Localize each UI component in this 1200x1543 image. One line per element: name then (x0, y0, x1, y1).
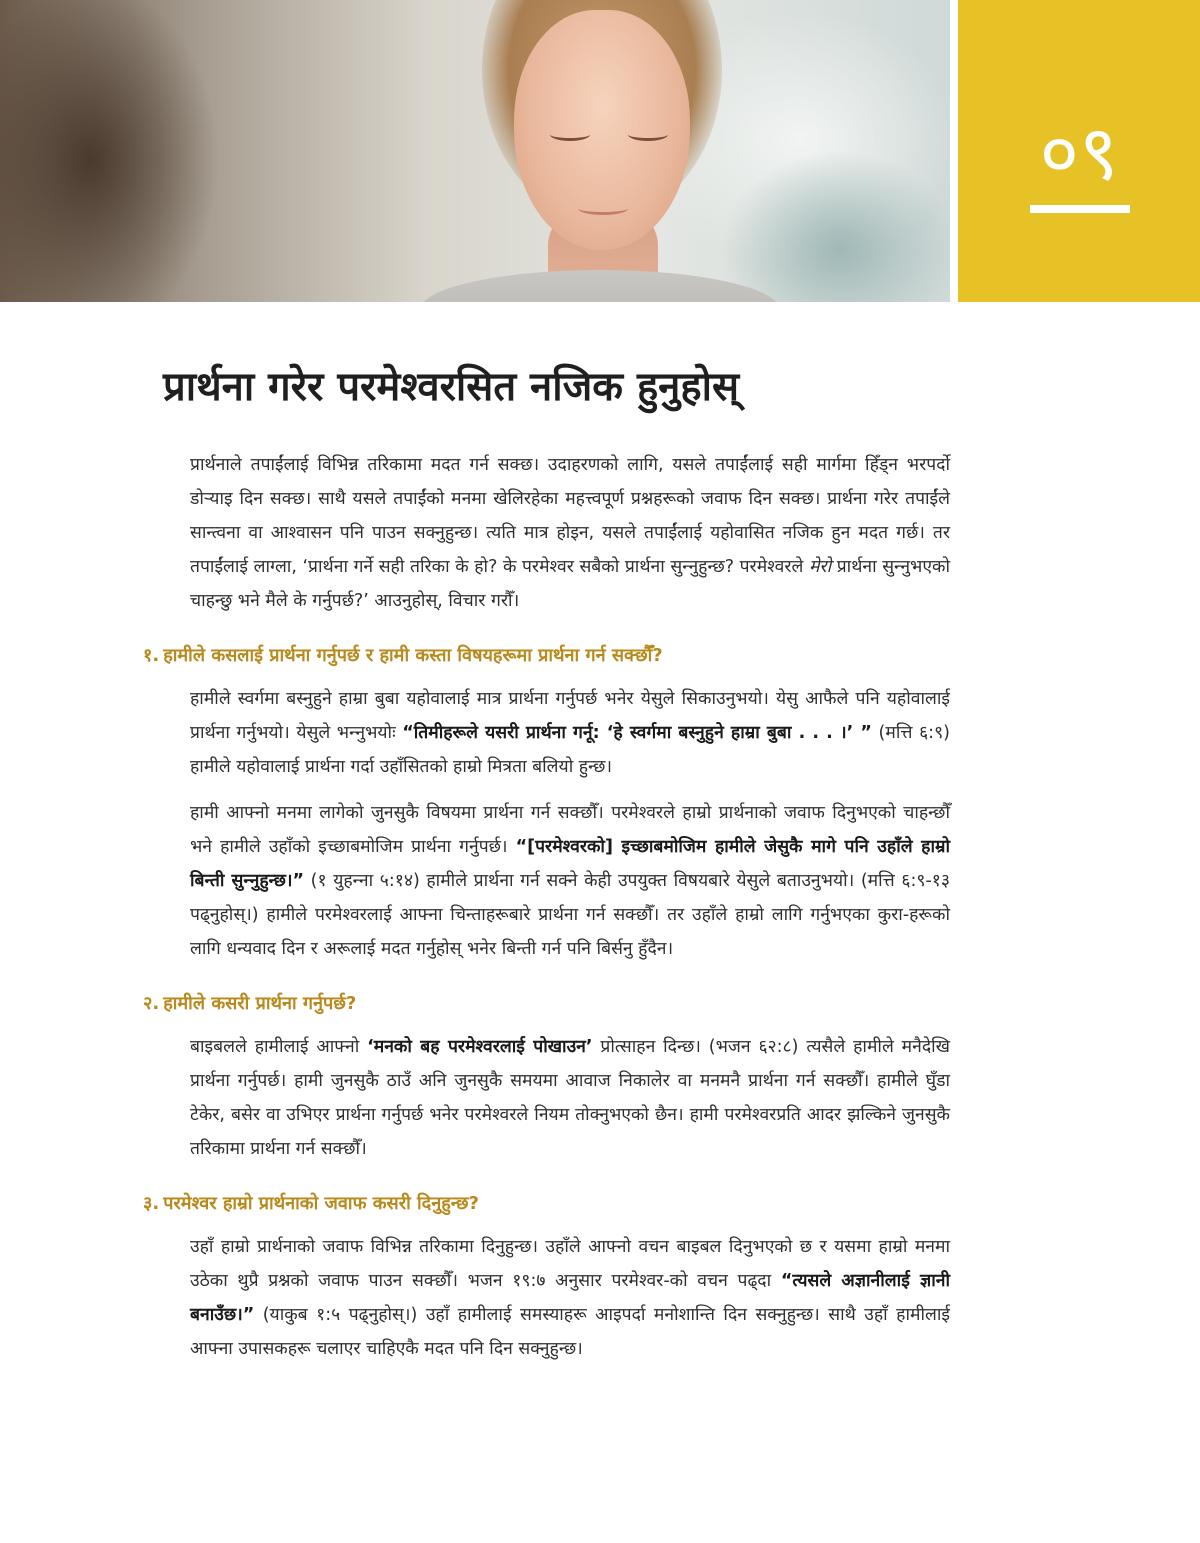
question-heading-1: १. हामीले कसलाई प्रार्थना गर्नुपर्छ र हामी कस्ता विषयहरूमा प्रार्थना गर्न सक्छौँ? (143, 645, 663, 666)
page-title: प्रार्थना गरेर परमेश्वरसित नजिक हुनुहोस् (163, 364, 740, 410)
section-1-paragraph-1: हामीले स्वर्गमा बस्नुहुने हाम्रा बुबा यहोवालाई मात्र प्रार्थना गर्नुपर्छ भनेर येसुले सिकाउनुभयो। येसु आफैले पनि यहोवालाई प्रार्थना गर्नुभयो। येसुले भन्‍नुभयोः “तिमीहरूले यसरी प्रार्थना गर्नू: ‘हे स्वर्गमा बस्नुहुने हाम्रा बुबा . . . ।’ ” (मत्ति ६:९) हामीले यहोवालाई प्रार्थना गर्दा उहाँसितको हाम्रो मित्रता बलियो हुन्छ। (190, 689, 951, 777)
section-1-paragraph-2: हामी आफ्नो मनमा लागेको जुनसुकै विषयमा प्रार्थना गर्न सक्छौँ। परमेश्वरले हाम्रो प्रार्थनाको जवाफ दिनुभएको चाहन्छौँ भने हामीले उहाँको इच्छाबमोजिम प्रार्थना गर्नुपर्छ। “[परमेश्वरको] इच्छाबमोजिम हामीले जेसुकै मागे पनि उहाँले हाम्रो बिन्ती सुन्‍नुहुन्छ।” (१ युहन्‍ना ५:१४) हामीले प्रार्थना गर्न सक्ने केही उपयुक्त विषयबारे येसुले बताउनुभयो। (मत्ति ६:९-१३ पढ्‌नुहोस्‌।) हामीले परमेश्वरलाई आफ्ना चिन्ताहरूबारे प्रार्थना गर्न सक्छौँ। तर उहाँले हाम्रो लागि गर्नुभएका कुरा-हरूको लागि धन्यवाद दिन र अरूलाई मदत गर्नुहोस् भनेर बिन्ती गर्न पनि बिर्सनु हुँदैन। (190, 803, 951, 959)
question-heading-2: २. हामीले कसरी प्रार्थना गर्नुपर्छ? (143, 993, 357, 1014)
section-3-paragraph-1: उहाँ हाम्रो प्रार्थनाको जवाफ विभिन्न तरिकामा दिनुहुन्छ। उहाँले आफ्नो वचन बाइबल दिनुभएको छ र यसमा हाम्रो मनमा उठेका थुप्रै प्रश्नको जवाफ पाउन सक्छौँ। भजन १९:७ अनुसार परमेश्वर-को वचन पढ्‌दा “त्यसले अज्ञानीलाई ज्ञानी बनाउँछ।” (याकुब १:५ पढ्‌नुहोस्‌।) उहाँ हामीलाई समस्याहरू आइपर्दा मनोशान्ति दिन सक्नुहुन्छ। साथै उहाँ हामीलाई आफ्ना उपासकहरू चलाएर चाहिएकै मदत पनि दिन सक्नुहुन्छ। (190, 1237, 950, 1359)
chapter-tab (958, 0, 1200, 302)
intro-paragraph: प्रार्थनाले तपाईंलाई विभिन्न तरिकामा मदत गर्न सक्छ। उदाहरणको लागि, यसले तपाईंलाई सही मार्गमा हिँड्‌न भरपर्दो डोऱ्याइ दिन सक्छ। साथै यसले तपाईंको मनमा खेलिरहेका महत्त्वपूर्ण प्रश्नहरूको जवाफ दिन सक्छ। प्रार्थना गरेर तपाईंले सान्त्वना वा आश्वासन पनि पाउन सक्नुहुन्छ। त्यति मात्र होइन, यसले तपाईंलाई यहोवासित नजिक हुन मदत गर्छ। तर तपाईंलाई लाग्ला, ‘प्रार्थना गर्ने सही तरिका के हो? के परमेश्वर सबैको प्रार्थना सुन्‍नुहुन्छ? परमेश्वरले मेरो प्रार्थना सुन्‍नुभएको चाहन्छु भने मैले के गर्नुपर्छ?’ आउनुहोस्, विचार गरौँ। (190, 455, 950, 611)
header-photo (0, 0, 950, 302)
section-2-paragraph-1: बाइबलले हामीलाई आफ्नो ‘मनको बह परमेश्वरलाई पोखाउन’ प्रोत्साहन दिन्छ। (भजन ६२:८) त्यसैले हामीले मनैदेखि प्रार्थना गर्नुपर्छ। हामी जुनसुकै ठाउँ अनि जुनसुकै समयमा आवाज निकालेर वा मनमनै प्रार्थना गर्न सक्छौँ। हामीले घुँडा टेकेर, बसेर वा उभिएर प्रार्थना गर्नुपर्छ भनेर परमेश्वरले नियम तोक्‍नुभएको छैन। हामी परमेश्वरप्रति आदर झल्किने जुनसुकै तरिकामा प्रार्थना गर्न सक्छौँ। (190, 1037, 950, 1159)
chapter-underline (1030, 205, 1130, 213)
article-body (143, 448, 951, 1378)
chapter-number: ०९ (1039, 108, 1119, 197)
question-heading-3: ३. परमेश्वर हाम्रो प्रार्थनाको जवाफ कसरी दिनुहुन्छ? (143, 1193, 479, 1214)
